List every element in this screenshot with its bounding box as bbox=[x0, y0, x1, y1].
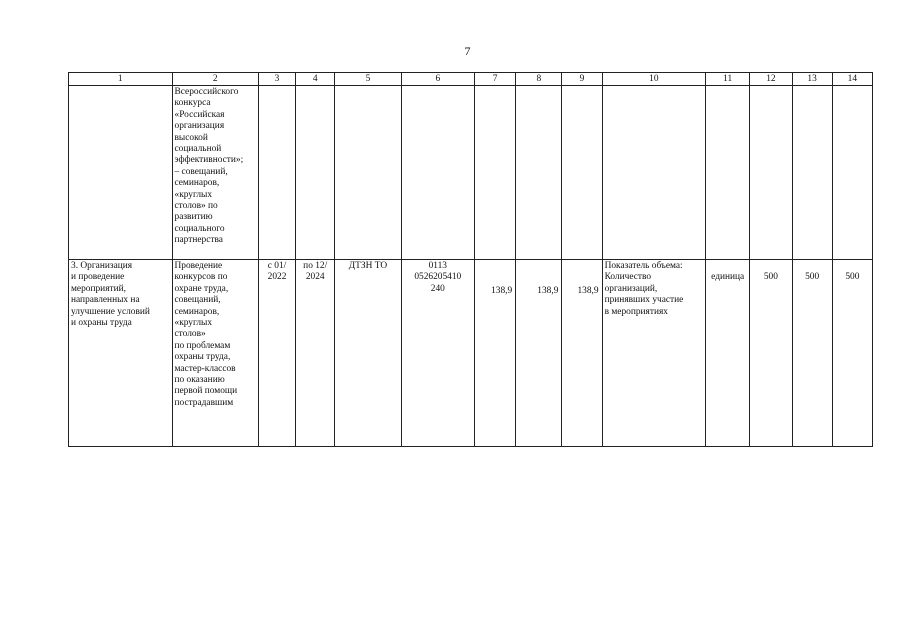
table-row-3 bbox=[69, 260, 873, 447]
cell-executor: ДТЗН ТО bbox=[335, 260, 401, 447]
cell-indicator: Показатель объема: Количество организаций, принявших участие в мероприятиях bbox=[602, 260, 706, 447]
cell-value-col7: 138,9 bbox=[474, 260, 515, 447]
cell-empty bbox=[602, 86, 706, 260]
cell-empty bbox=[562, 86, 602, 260]
cell-empty bbox=[474, 86, 515, 260]
column-header-2: 2 bbox=[172, 73, 258, 86]
table-row-continuation bbox=[69, 86, 873, 260]
cell-value-col9: 138,9 bbox=[562, 260, 602, 447]
cell-empty bbox=[335, 86, 401, 260]
cell-activity-name: 3. Организация и проведение мероприятий, направленных на улучшение условий и охраны труда bbox=[69, 260, 173, 447]
program-table bbox=[68, 72, 873, 447]
column-header-6: 6 bbox=[401, 73, 474, 86]
cell-budget-code: 0113 0526205410 240 bbox=[401, 260, 474, 447]
column-header-9: 9 bbox=[562, 73, 602, 86]
cell-value-col12: 500 bbox=[750, 260, 792, 447]
cell-empty bbox=[296, 86, 335, 260]
cell-empty bbox=[706, 86, 750, 260]
cell-event-description-continued: Всероссийского конкурса «Российская организация высокой социальной эффективности»; – совещаний, семинаров, «круглых столов» по развитию социального партнерства bbox=[172, 86, 258, 260]
column-header-13: 13 bbox=[792, 73, 832, 86]
column-header-12: 12 bbox=[750, 73, 792, 86]
column-header-11: 11 bbox=[706, 73, 750, 86]
cell-end-date: по 12/ 2024 bbox=[296, 260, 335, 447]
column-header-4: 4 bbox=[296, 73, 335, 86]
cell-empty bbox=[832, 86, 872, 260]
cell-empty bbox=[792, 86, 832, 260]
page-number: 7 bbox=[464, 44, 471, 58]
column-header-8: 8 bbox=[516, 73, 562, 86]
column-header-14: 14 bbox=[832, 73, 872, 86]
cell-empty bbox=[258, 86, 295, 260]
cell-empty bbox=[69, 86, 173, 260]
cell-event-description: Проведение конкурсов по охране труда, совещаний, семинаров, «круглых столов» по проблемам охраны труда, мастер-классов по оказанию первой помощи пострадавшим bbox=[172, 260, 258, 447]
cell-value-col13: 500 bbox=[792, 260, 832, 447]
column-header-5: 5 bbox=[335, 73, 401, 86]
cell-value-col8: 138,9 bbox=[516, 260, 562, 447]
cell-value-col14: 500 bbox=[832, 260, 872, 447]
cell-empty bbox=[401, 86, 474, 260]
cell-empty bbox=[750, 86, 792, 260]
cell-empty bbox=[516, 86, 562, 260]
header-row bbox=[69, 73, 873, 86]
column-header-1: 1 bbox=[69, 73, 173, 86]
cell-unit: единица bbox=[706, 260, 750, 447]
cell-start-date: с 01/ 2022 bbox=[258, 260, 295, 447]
column-header-7: 7 bbox=[474, 73, 515, 86]
column-header-10: 10 bbox=[602, 73, 706, 86]
column-header-3: 3 bbox=[258, 73, 295, 86]
